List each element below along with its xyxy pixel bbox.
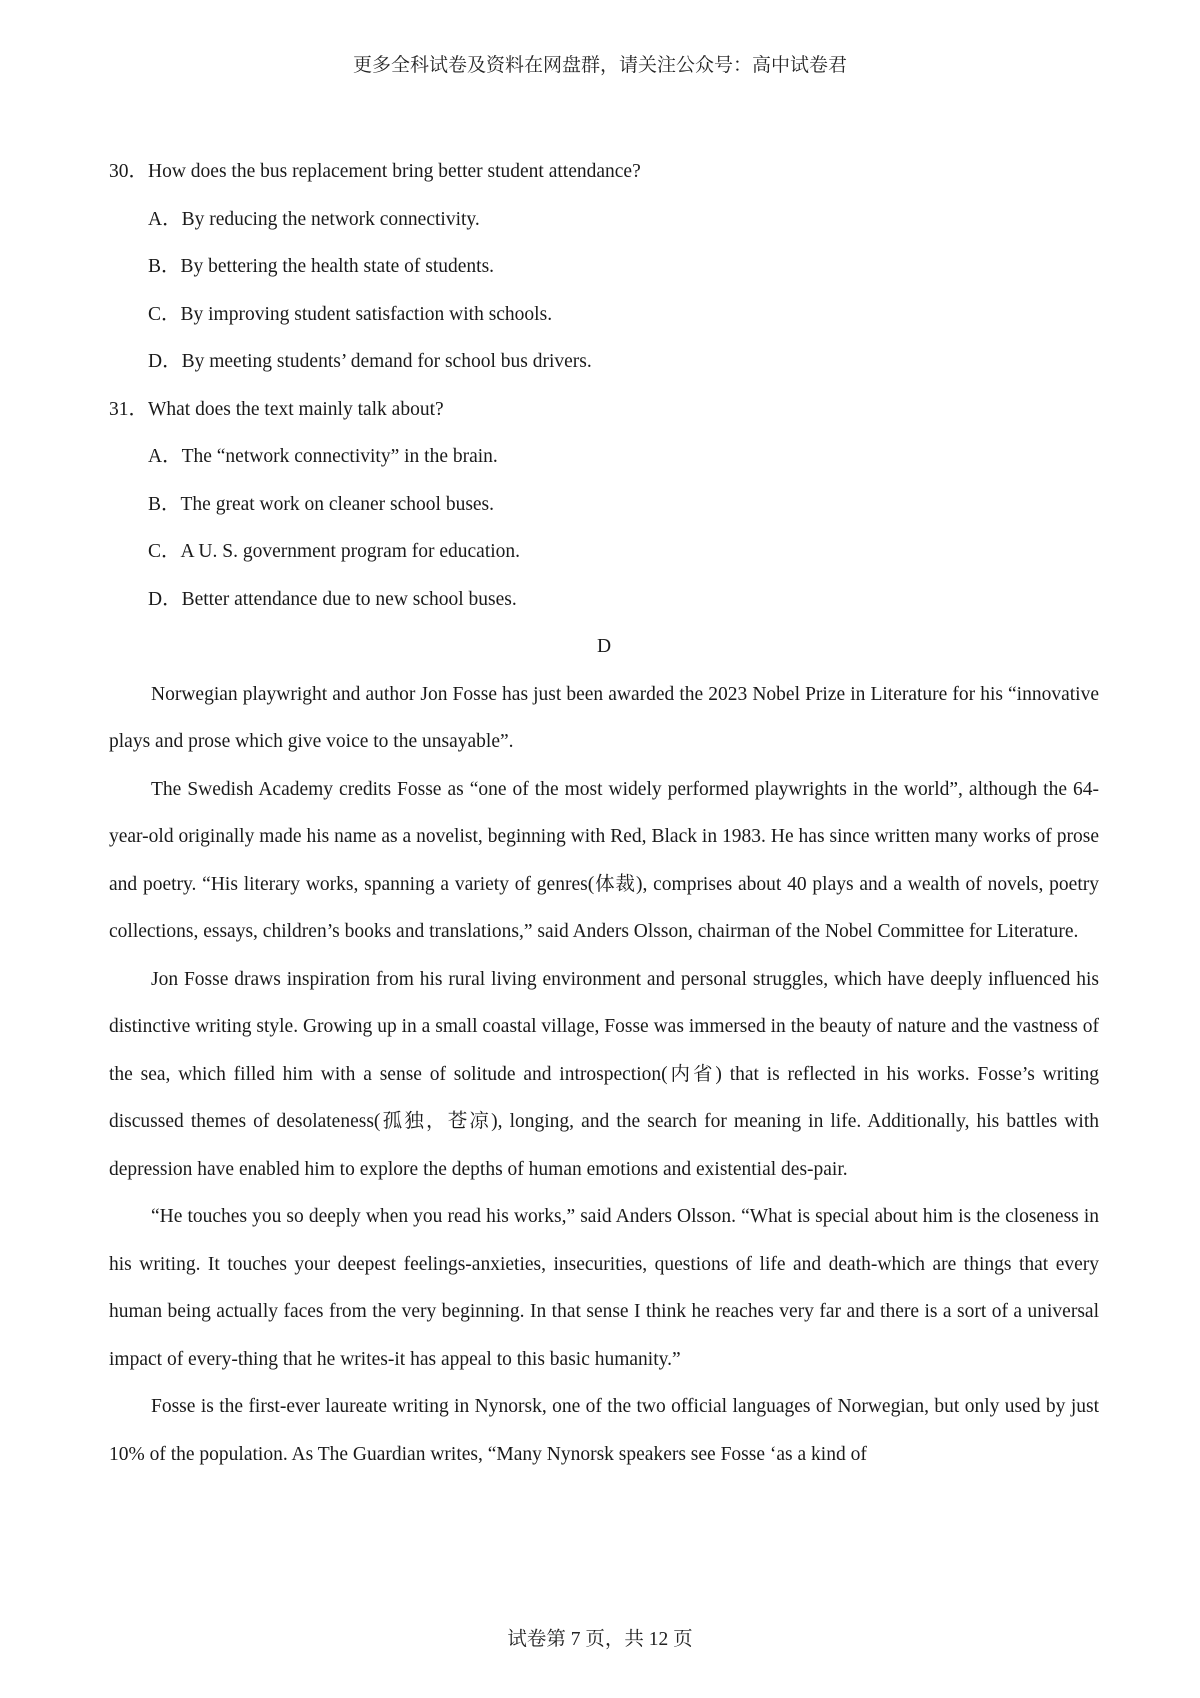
question-31 bbox=[109, 386, 1099, 624]
option-d: D．By meeting students’ demand for school bus drivers. bbox=[148, 351, 592, 372]
option-a: A．The “network connectivity” in the brain. bbox=[148, 446, 498, 467]
question-stem: 31．What does the text mainly talk about? bbox=[109, 398, 444, 420]
paragraph-3: Jon Fosse draws inspiration from his rural living environment and personal struggles, which have deeply influenced his distinctive writing style. Growing up in a small coastal village, Fosse was immersed in the beauty of nature and the vastness of the sea, which filled him with a sense of solitude and introspection(内省) that is reflected in his works. Fosse’s writing discussed themes of desolateness(孤独，苍凉), longing, and the search for meaning in life. Additionally, his battles with depression have enabled him to explore the depths of human emotions and existential des-pair. bbox=[109, 968, 1099, 1180]
option-b: B．By bettering the health state of students. bbox=[148, 256, 495, 277]
section-title: D bbox=[596, 636, 612, 657]
page-footer: 试卷第 7 页，共 12 页 bbox=[507, 1629, 693, 1650]
option-c: C．By improving student satisfaction with schools. bbox=[148, 303, 553, 325]
option-a: A．By reducing the network connectivity. bbox=[148, 208, 480, 230]
paragraph-2: The Swedish Academy credits Fosse as “one of the most widely performed playwrights in the world”, although the 64-year-old originally made his name as a novelist, beginning with Red, Black in 1983. He has since written many works of prose and poetry. “His literary works, spanning a variety of genres(体裁), comprises about 40 plays and a wealth of novels, poetry collections, essays, children’s books and translations,” said Anders Olsson, chairman of the Nobel Committee for Literature. bbox=[109, 778, 1099, 942]
option-b: B．The great work on cleaner school buses. bbox=[148, 493, 495, 515]
page-content bbox=[109, 148, 1099, 1478]
paragraph-5: Fosse is the first-ever laureate writing in Nynorsk, one of the two official languages of Norwegian, but only used by just 10% of the population. As The Guardian writes, “Many Nynorsk speakers see Fosse ‘as a kind of bbox=[109, 1396, 1099, 1465]
option-c: C．A U. S. government program for education. bbox=[148, 541, 521, 562]
question-stem: 30．How does the bus replacement bring better student attendance? bbox=[109, 161, 641, 182]
question-30 bbox=[109, 148, 1099, 386]
option-d: D．Better attendance due to new school buses. bbox=[148, 588, 517, 610]
page-header: 更多全科试卷及资料在网盘群，请关注公众号：高中试卷君 bbox=[352, 55, 847, 76]
paragraph-4: “He touches you so deeply when you read his works,” said Anders Olsson. “What is special about him is the closeness in his writing. It touches your deepest feelings-anxieties, insecurities, questions of life and death-which are things that every human being actually faces from the very beginning. In that sense I think he reaches very far and there is a sort of a universal impact of every-thing that he writes-it has appeal to this basic humanity.” bbox=[109, 1206, 1099, 1370]
paragraph-1: Norwegian playwright and author Jon Fosse has just been awarded the 2023 Nobel Prize in Literature for his “innovative plays and prose which give voice to the unsayable”. bbox=[109, 683, 1099, 752]
